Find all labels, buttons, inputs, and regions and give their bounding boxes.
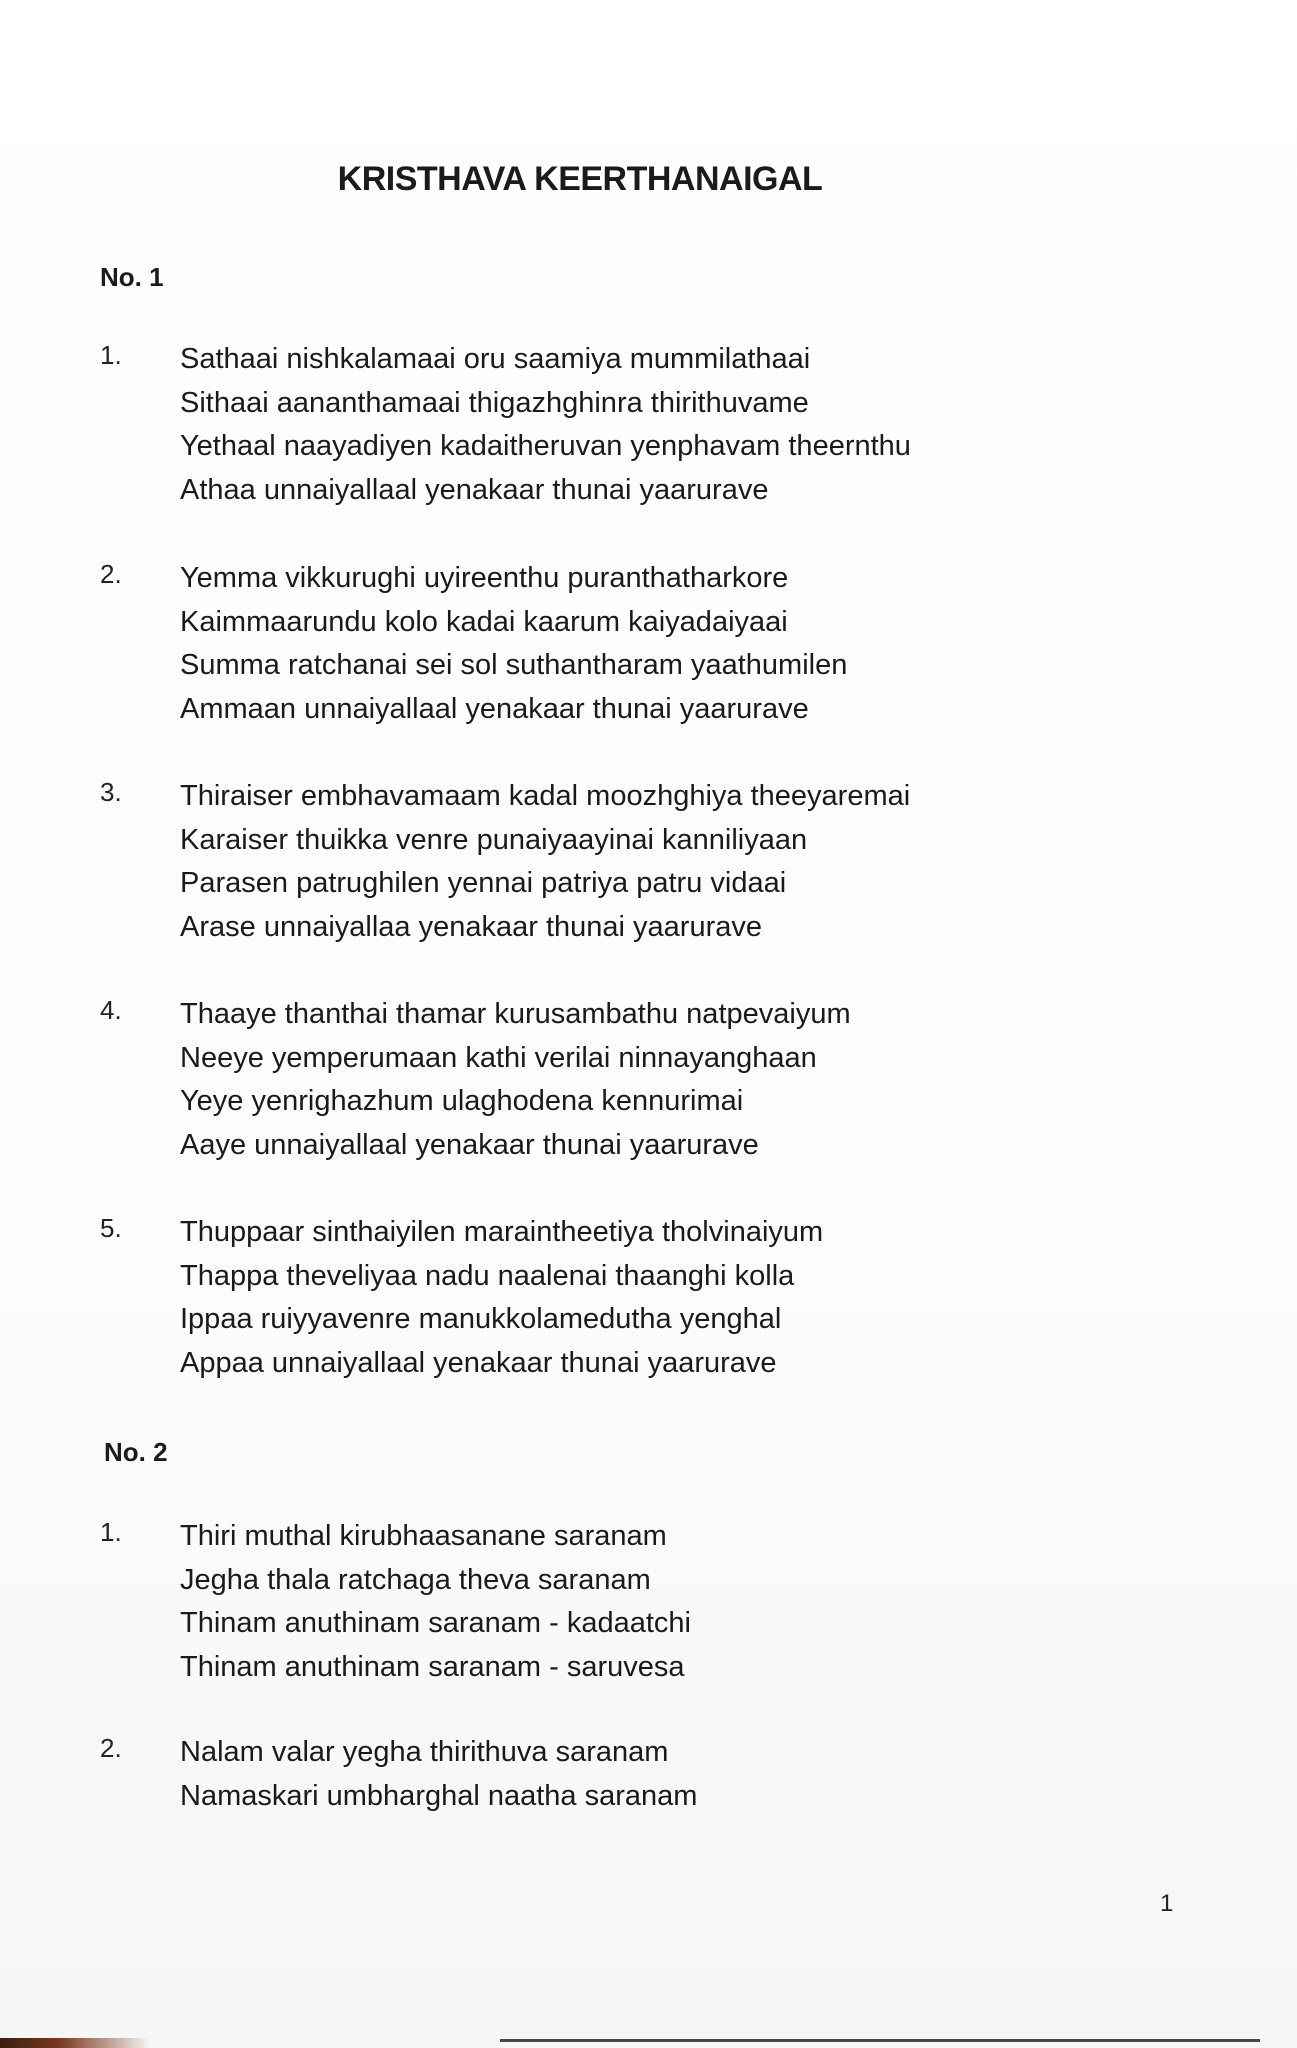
lyric-line: Nalam valar yegha thirithuva saranam <box>180 1736 669 1768</box>
lyric-line: Arase unnaiyallaa yenakaar thunai yaarurave <box>180 910 762 943</box>
stanza-number: 2. <box>100 559 122 589</box>
lyric-line: Karaiser thuikka venre punaiyaayinai kanniliyaan <box>180 823 808 856</box>
page-number: 1 <box>1160 1890 1174 1917</box>
lyric-line: Athaa unnaiyallaal yenakaar thunai yaarurave <box>180 473 769 506</box>
stanza-number: 1. <box>100 340 122 370</box>
lyric-line: Yemma vikkurughi uyireenthu puranthatharkore <box>180 562 789 594</box>
lyric-line: Neeye yemperumaan kathi verilai ninnayanghaan <box>180 1041 817 1074</box>
lyric-line: Thiraiser embhavamaam kadal moozhghiya theeyaremai <box>180 780 911 812</box>
lyric-line: Appaa unnaiyallaal yenakaar thunai yaarurave <box>180 1346 777 1379</box>
lyric-line: Aaye unnaiyallaal yenakaar thunai yaarurave <box>180 1128 759 1161</box>
lyric-line: Summa ratchanai sei sol suthantharam yaathumilen <box>180 649 848 681</box>
stanza-number: 1. <box>100 1517 122 1547</box>
lyric-line: Kaimmaarundu kolo kadai kaarum kaiyadaiyaai <box>180 605 788 638</box>
stanza-number: 2. <box>100 1733 122 1763</box>
song-heading-2: No. 2 <box>104 1437 168 1467</box>
lyric-line: Thappa theveliyaa nadu naalenai thaanghi kolla <box>180 1259 795 1292</box>
lyric-line: Ippaa ruiyyavenre manukkolamedutha yenghal <box>180 1303 782 1335</box>
lyric-line: Sithaai aananthamaai thigazhghinra thirithuvame <box>180 386 809 419</box>
lyric-line: Thaaye thanthai thamar kurusambathu natpevaiyum <box>180 998 851 1030</box>
lyric-line: Thinam anuthinam saranam - kadaatchi <box>180 1607 691 1639</box>
page-title: KRISTHAVA KEERTHANAIGAL <box>337 160 823 198</box>
lyric-line: Yethaal naayadiyen kadaitheruvan yenphavam theernthu <box>180 430 911 462</box>
lyric-line: Thuppaar sinthaiyilen maraintheetiya tholvinaiyum <box>180 1216 824 1248</box>
lyric-line: Jegha thala ratchaga theva saranam <box>180 1563 651 1596</box>
lyric-line: Ammaan unnaiyallaal yenakaar thunai yaarurave <box>180 692 809 725</box>
song-heading-1: No. 1 <box>100 262 164 292</box>
scan-edge-line <box>500 2039 1260 2042</box>
lyric-line: Namaskari umbharghal naatha saranam <box>180 1779 698 1812</box>
lyric-line: Thiri muthal kirubhaasanane saranam <box>180 1520 667 1552</box>
scan-edge-shadow <box>0 2038 150 2048</box>
stanza-number: 4. <box>100 995 122 1025</box>
lyric-line: Sathaai nishkalamaai oru saamiya mummilathaai <box>180 343 811 375</box>
lyric-line: Thinam anuthinam saranam - saruvesa <box>180 1650 685 1683</box>
lyric-line: Parasen patrughilen yennai patriya patru vidaai <box>180 867 787 899</box>
stanza-number: 3. <box>100 777 122 807</box>
lyric-line: Yeye yenrighazhum ulaghodena kennurimai <box>180 1085 744 1117</box>
page-bottom-edge <box>0 2030 1297 2048</box>
stanza-number: 5. <box>100 1213 122 1243</box>
